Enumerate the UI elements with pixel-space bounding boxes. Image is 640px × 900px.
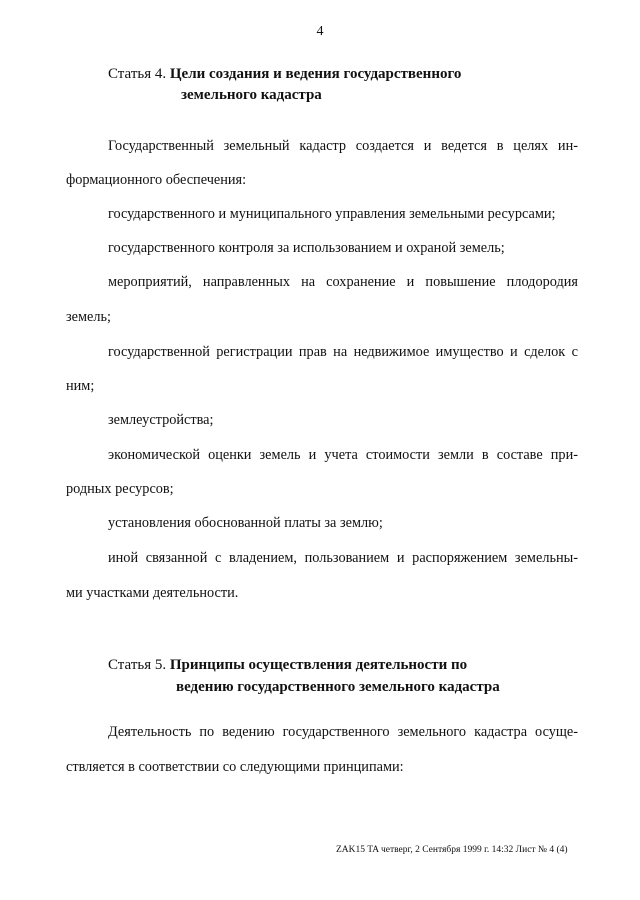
- article-4-prefix: Статья 4.: [108, 66, 167, 82]
- article-4-heading: [108, 64, 461, 84]
- article-5-prefix: Статья 5.: [108, 657, 167, 673]
- article-4-item-5: землеустройства;: [108, 412, 214, 428]
- article-4-title-line2: земельного кадастра: [181, 87, 322, 103]
- article-4-item-7: установления обоснованной платы за землю;: [108, 515, 383, 531]
- page-number: 4: [316, 24, 324, 39]
- article-5-text-line1: Деятельность по ведению государственного земельного кадастра осуще-: [108, 724, 578, 740]
- article-4-item-4-line2: ним;: [66, 378, 95, 394]
- article-4-intro-line2: формационного обеспечения:: [66, 172, 247, 188]
- article-4-item-6-line2: родных ресурсов;: [66, 481, 174, 497]
- page-footer: ZAK15 TA четверг, 2 Сентября 1999 г. 14:32 Лист № 4 (4): [336, 845, 568, 855]
- article-4-item-2: государственного контроля за использованием и охраной земель;: [108, 240, 505, 256]
- article-5-title-line2: ведению государственного земельного кадастра: [176, 679, 500, 695]
- article-4-item-4-line1: государственной регистрации прав на недвижимое имущество и сделок с: [108, 344, 578, 360]
- article-4-item-8-line2: ми участками деятельности.: [66, 585, 239, 601]
- article-4-item-3-line2: земель;: [66, 309, 112, 325]
- article-5-heading: [108, 655, 467, 675]
- article-4-item-1: государственного и муниципального управления земельными ресурсами;: [108, 206, 556, 222]
- article-5-text-line2: ствляется в соответствии со следующими принципами:: [66, 759, 404, 775]
- article-4-title-line1: Цели создания и ведения государственного: [169, 66, 462, 82]
- article-4-item-6-line1: экономической оценки земель и учета стоимости земли в составе при-: [108, 447, 578, 463]
- article-4-item-3-line1: мероприятий, направленных на сохранение и повышение плодородия: [108, 274, 578, 290]
- article-4-item-8-line1: иной связанной с владением, пользованием и распоряжением земельны-: [108, 550, 578, 566]
- article-5-title-line1: Принципы осуществления деятельности по: [169, 657, 468, 673]
- article-4-intro-line1: Государственный земельный кадастр создается и ведется в целях ин-: [108, 138, 578, 154]
